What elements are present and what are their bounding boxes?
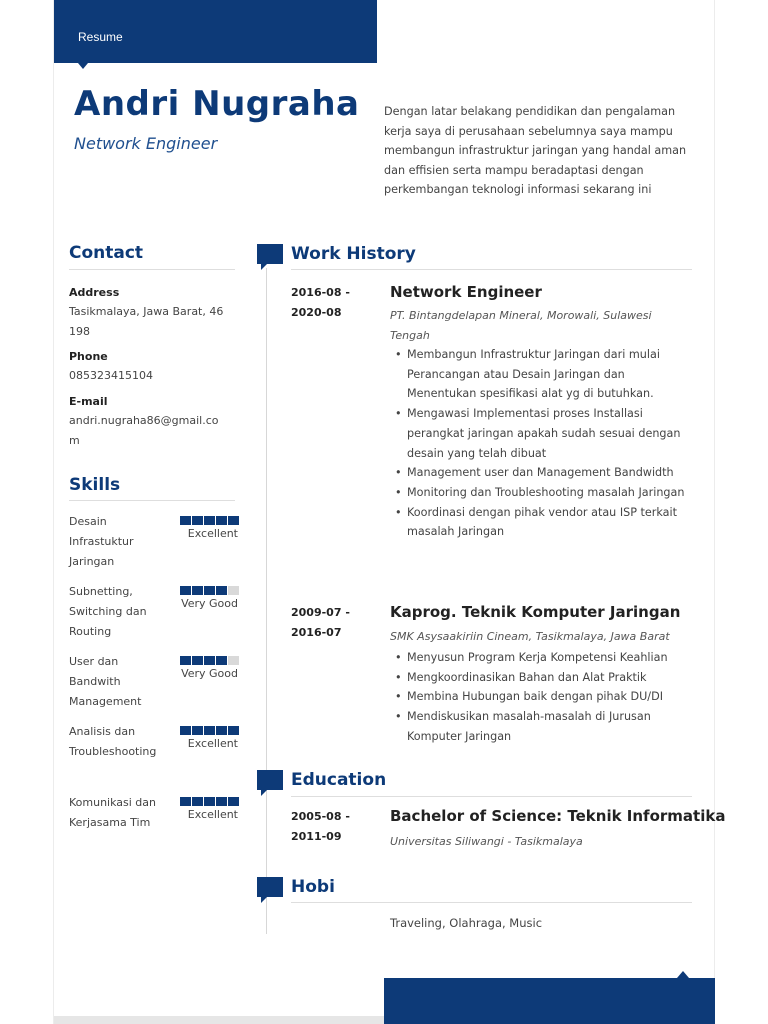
skill-name: Komunikasi dan Kerjasama Tim (69, 796, 157, 829)
duty-item: • Mendiskusikan masalah-masalah di Jurusan Komputer Jaringan (390, 707, 695, 746)
skill-level: Excellent (187, 527, 238, 540)
duty-item: • Monitoring dan Troubleshooting masalah Jaringan (390, 483, 695, 503)
skill-rating (180, 656, 239, 665)
skill-name: User dan Bandwith Management (69, 655, 142, 708)
rating-segment-filled (180, 656, 191, 665)
hobby-flag-tail (261, 897, 267, 903)
skill-item (69, 793, 244, 863)
contact-rule (69, 269, 235, 270)
education-rule (291, 796, 692, 797)
skill-rating (180, 726, 239, 735)
education-dates: 2005-08 - 2011-09 (291, 810, 350, 843)
rating-segment-filled (192, 797, 203, 806)
duty-item: • Koordinasi dengan pihak vendor atau ISP terkait masalah Jaringan (390, 503, 695, 542)
address-label: Address (69, 286, 120, 299)
skills-rule (69, 500, 235, 501)
rating-segment-filled (192, 726, 203, 735)
work-company: SMK Asysaakiriin Cineam, Tasikmalaya, Jawa Barat (390, 630, 670, 643)
page-edge-right (714, 0, 715, 1024)
education-degree: Bachelor of Science: Teknik Informatika (390, 807, 726, 825)
skill-level: Excellent (187, 808, 238, 821)
skill-item (69, 722, 244, 792)
skill-level: Very Good (181, 597, 238, 610)
rating-segment-filled (204, 797, 215, 806)
work-duties (390, 345, 695, 542)
skill-rating (180, 797, 239, 806)
rating-segment-filled (228, 726, 239, 735)
email-label: E-mail (69, 395, 108, 408)
rating-segment-filled (192, 586, 203, 595)
bottom-banner-notch (677, 971, 689, 978)
timeline-line (266, 268, 267, 934)
work-history-rule (291, 269, 692, 270)
rating-segment-empty (228, 586, 239, 595)
right-margin (715, 0, 768, 1024)
duty-item: • Management user dan Management Bandwidth (390, 463, 695, 483)
rating-segment-filled (216, 586, 227, 595)
education-flag-tail (261, 790, 267, 796)
skill-level: Excellent (187, 737, 238, 750)
contact-heading: Contact (69, 243, 144, 263)
rating-segment-filled (180, 797, 191, 806)
rating-segment-filled (228, 516, 239, 525)
rating-segment-empty (228, 656, 239, 665)
rating-segment-filled (204, 516, 215, 525)
work-dates: 2009-07 - 2016-07 (291, 606, 350, 639)
rating-segment-filled (180, 586, 191, 595)
phone-label: Phone (69, 350, 108, 363)
page-bottom-strip (54, 1016, 384, 1024)
skill-item (69, 652, 244, 722)
profile-summary: Dengan latar belakang pendidikan dan pengalaman kerja saya di perusahaan sebelumnya saya mampu membangun infrastruktur jaringan yang handal aman dan effisien serta mampu beradaptasi dengan perkembangan teknologi informasi sekarang ini (384, 105, 687, 197)
banner-label: Resume (78, 30, 123, 44)
education-flag-icon (257, 770, 283, 790)
duty-item: • Mengkoordinasikan Bahan dan Alat Praktik (390, 668, 695, 688)
page-edge-left (53, 0, 54, 1024)
rating-segment-filled (192, 516, 203, 525)
duty-item: • Membangun Infrastruktur Jaringan dari mulai Perancangan atau Desain Jaringan dan Menentukan spesifikasi alat yg di butuhkan. (390, 345, 695, 404)
work-history-heading: Work History (291, 244, 416, 264)
rating-segment-filled (192, 656, 203, 665)
skills-heading: Skills (69, 475, 121, 495)
email-value: andri.nugraha86@gmail.com (69, 414, 219, 447)
skill-rating (180, 516, 239, 525)
rating-segment-filled (204, 726, 215, 735)
education-school: Universitas Siliwangi - Tasikmalaya (390, 835, 583, 848)
hobby-rule (291, 902, 692, 903)
work-title: Kaprog. Teknik Komputer Jaringan (390, 603, 681, 621)
candidate-name: Andri Nugraha (74, 84, 360, 124)
work-history-flag-icon (257, 244, 283, 264)
address-value: Tasikmalaya, Jawa Barat, 46198 (69, 305, 224, 338)
skill-item (69, 582, 244, 652)
skill-item (69, 512, 244, 582)
top-banner-notch (78, 63, 88, 69)
rating-segment-filled (216, 656, 227, 665)
rating-segment-filled (204, 586, 215, 595)
hobby-heading: Hobi (291, 877, 335, 897)
duty-item: • Membina Hubungan baik dengan pihak DU/DI (390, 687, 695, 707)
hobby-flag-icon (257, 877, 283, 897)
skill-name: Analisis dan Troubleshooting (69, 725, 157, 758)
skill-name: Desain Infrastuktur Jaringan (69, 515, 134, 568)
work-history-flag-tail (261, 264, 267, 270)
hobby-text: Traveling, Olahraga, Music (390, 916, 543, 930)
skill-rating (180, 586, 239, 595)
work-title: Network Engineer (390, 283, 542, 301)
work-company: PT. Bintangdelapan Mineral, Morowali, Sulawesi Tengah (390, 309, 652, 342)
rating-segment-filled (180, 726, 191, 735)
duty-item: • Mengawasi Implementasi proses Installasi perangkat jaringan apakah sudah sesuai dengan desain yang telah dibuat (390, 404, 695, 463)
rating-segment-filled (180, 516, 191, 525)
candidate-title: Network Engineer (74, 134, 218, 153)
bottom-banner (384, 978, 715, 1024)
skill-name: Subnetting, Switching dan Routing (69, 585, 147, 638)
duty-item: • Menyusun Program Kerja Kompetensi Keahlian (390, 648, 695, 668)
phone-value: 085323415104 (69, 369, 153, 382)
education-heading: Education (291, 770, 387, 790)
skill-level: Very Good (181, 667, 238, 680)
left-margin (0, 0, 54, 1024)
work-dates: 2016-08 - 2020-08 (291, 286, 350, 319)
rating-segment-filled (216, 797, 227, 806)
rating-segment-filled (216, 516, 227, 525)
work-duties (390, 648, 695, 747)
rating-segment-filled (204, 656, 215, 665)
rating-segment-filled (216, 726, 227, 735)
rating-segment-filled (228, 797, 239, 806)
